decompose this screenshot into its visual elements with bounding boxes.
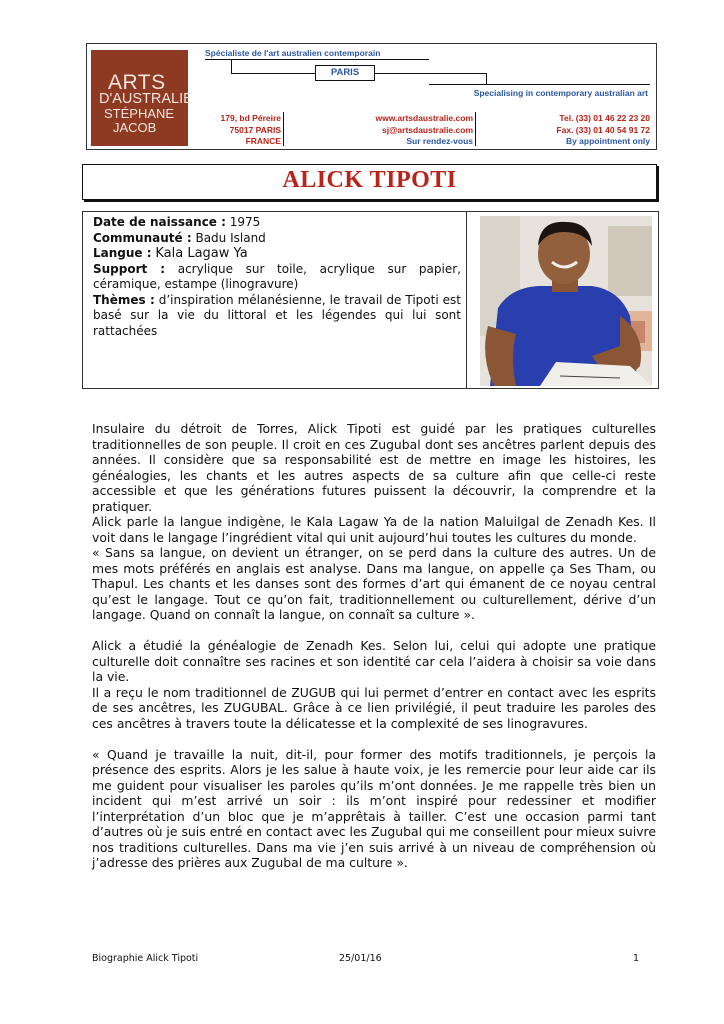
support-label: Support : (93, 261, 166, 276)
birth-label: Date de naissance : (93, 215, 226, 229)
header-rule (283, 112, 284, 146)
footer-page-number: 1 (633, 953, 640, 964)
artist-name: ALICK TIPOTI (282, 167, 457, 193)
fax-number: Fax. (33) 01 40 54 91 72 (556, 124, 650, 135)
language-value: Kala Lagaw Ya (155, 246, 248, 261)
address-line: FRANCE (245, 136, 281, 146)
appointment-note-en: By appointment only (565, 136, 650, 146)
logo-line-stephane: STÉPHANE (104, 106, 175, 121)
phone-number: Tel. (33) 01 46 22 23 20 (559, 113, 650, 123)
address-line: 179, bd Péreire (220, 113, 281, 123)
logo-line-arts: ARTS (108, 71, 166, 94)
city-badge: PARIS (315, 65, 375, 81)
paragraph-spacer (92, 731, 656, 747)
tagline-english: Specialising in contemporary australian art (473, 88, 648, 98)
address-line: 75017 PARIS (229, 124, 281, 135)
footer-document-title: Biographie Alick Tipoti (92, 953, 199, 964)
bio-paragraph: Insulaire du détroit de Torres, Alick Tipoti est guidé par les pratiques culturelles traditionnelles de son peuple. Il croit en ces Zugubal dont ses ancêtres parlent depuis des années. Il considère que sa responsabilité est de mettre en image les histoires, les généalogies, les chants et les autres aspects de sa culture afin que celle-ci reste accessible et que les générations futures puissent la découvrir, la comprendre et la pratiquer. (92, 421, 656, 514)
table-divider (466, 212, 467, 388)
appointment-note-fr: Sur rendez-vous (406, 136, 473, 146)
community-value: Badu Island (195, 230, 266, 245)
header-rule (429, 84, 650, 85)
biography-text (92, 421, 656, 871)
themes-value: d’inspiration mélanésienne, le travail de Tipoti est basé sur la vie du littoral et les légendes qui lui sont rattachées (93, 292, 461, 338)
artist-portrait (480, 216, 652, 386)
artist-info-table (82, 211, 659, 389)
gallery-contact (487, 113, 650, 148)
bio-paragraph: Alick a étudié la généalogie de Zenadh Kes. Selon lui, celui qui adopte une pratique culturelle doit connaître ses racines et son identité car cela l’aidera à choisir sa voie dans la vie. (92, 638, 656, 684)
website-link[interactable]: www.artsdaustralie.com (375, 113, 473, 123)
letterhead (86, 43, 657, 150)
bio-paragraph: Il a reçu le nom traditionnel de ZUGUB qui lui permet d’entrer en contact avec les esprits de ses ancêtres, les ZUGUBAL. Grâce à ce lien privilégié, il peut traduire les paroles des ces ancêtres à travers toute la délicatesse et la complexité de ses linogravures. (92, 684, 656, 731)
header-rule (374, 73, 486, 74)
birth-value: 1975 (229, 215, 261, 229)
themes-label: Thèmes : (93, 292, 155, 307)
language-label: Langue : (93, 246, 152, 260)
tagline-french: Spécialiste de l'art australien contemporain (205, 48, 381, 58)
paragraph-spacer (92, 623, 656, 639)
header-rule (205, 59, 429, 60)
gallery-address (199, 113, 281, 148)
header-rule (231, 59, 232, 74)
gallery-logo (91, 50, 193, 146)
artist-title-box (82, 164, 657, 200)
bio-paragraph: Alick parle la langue indigène, le Kala Lagaw Ya de la nation Maluilgal de Zenadh Kes. Il voit dans le langage l’ingrédient vital qui unit aujourd’hui toutes les cultures du monde. (92, 514, 656, 545)
logo-line-australie: D'AUSTRALIE (99, 91, 193, 107)
header-rule (231, 73, 315, 74)
header-rule (475, 112, 476, 146)
logo-line-jacob: JACOB (113, 120, 157, 135)
artist-facts (93, 215, 461, 339)
support-value: acrylique sur toile, acrylique sur papier, céramique, estampe (linogravure) (93, 261, 461, 291)
bio-quote: « Sans sa langue, on devient un étranger, on se perd dans la culture des autres. Un de mes mots préférés en anglais est analyse. Dans ma langue, on appelle ça Ses Tham, ou Thapul. Les chants et les danses sont des formes d’art qui émanent de ce noyau central qu’est le langage. Tout ce qu’on fait, traditionnellement ou culturellement, dérive d’un langage. Quand on connaît la langue, on connaît sa culture ». (92, 545, 656, 622)
bio-quote: « Quand je travaille la nuit, dit-il, pour former des motifs traditionnels, je perçois la présence des esprits. Alors je les salue à haute voix, je les remercie pour leur aide car ils me guident pour visualiser les paroles qu’ils m’ont données. Je me rappelle très bien un incident qui m’est arrivé un soir : ils m’ont inspiré pour redessiner et modifier l’interprétation d’un bloc que je m’apprêtais à tailler. C’est une occasion parmi tant d’autres où je suis entré en contact avec les Zugubal qui me conseillent pour mieux suivre nos traditions culturelles. Dans ma vie j’en suis arrivé à un niveau de compréhension où j’adresse des prières aux Zugubal de ma culture ». (92, 746, 656, 870)
email-link[interactable]: sj@artsdaustralie.com (382, 124, 473, 135)
footer-date: 25/01/16 (339, 953, 382, 964)
community-label: Communauté : (93, 230, 192, 245)
gallery-web (315, 113, 473, 148)
